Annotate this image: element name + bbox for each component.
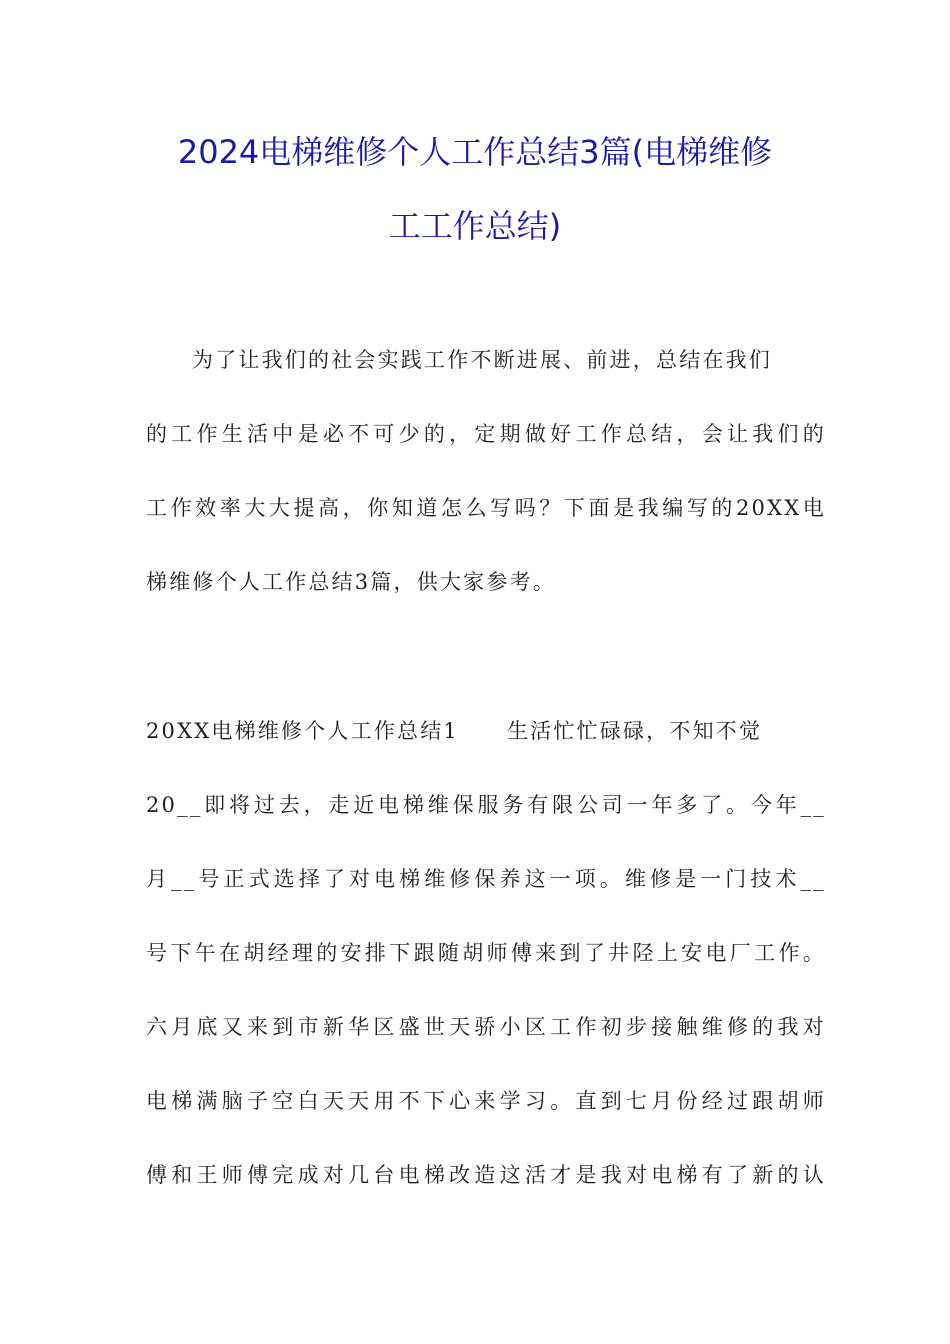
intro-line-2: 的工作生活中是必不可少的，定期做好工作总结，会让我们的 xyxy=(146,422,826,446)
section1-first-line xyxy=(146,716,826,746)
section1-first-line-text: 生活忙忙碌碌，不知不觉 xyxy=(506,719,763,743)
document-title-line-1: 2024电梯维修个人工作总结3篇(电梯维修 xyxy=(177,133,773,171)
section1-line-3: 月__号正式选择了对电梯维修保养这一项。维修是一门技术__ xyxy=(146,867,826,891)
section1-line-5: 六月底又来到市新华区盛世天骄小区工作初步接触维修的我对 xyxy=(146,1015,826,1039)
section1-line-6: 电梯满脑子空白天天用不下心来学习。直到七月份经过跟胡师 xyxy=(146,1089,826,1113)
section1-line-4: 号下午在胡经理的安排下跟随胡师傅来到了井陉上安电厂工作。 xyxy=(146,941,826,965)
intro-line-3: 工作效率大大提高，你知道怎么写吗？下面是我编写的20XX电 xyxy=(146,496,826,520)
intro-line-1: 为了让我们的社会实践工作不断进展、前进，总结在我们 xyxy=(192,348,772,372)
section1-heading: 20XX电梯维修个人工作总结1 xyxy=(146,719,459,743)
document-title-line-2: 工工作总结) xyxy=(388,207,562,245)
section1-line-7: 傅和王师傅完成对几台电梯改造这活才是我对电梯有了新的认 xyxy=(146,1163,826,1187)
section1-line-2: 20__即将过去，走近电梯维保服务有限公司一年多了。今年__ xyxy=(146,793,826,817)
intro-line-4: 梯维修个人工作总结3篇，供大家参考。 xyxy=(146,570,556,594)
